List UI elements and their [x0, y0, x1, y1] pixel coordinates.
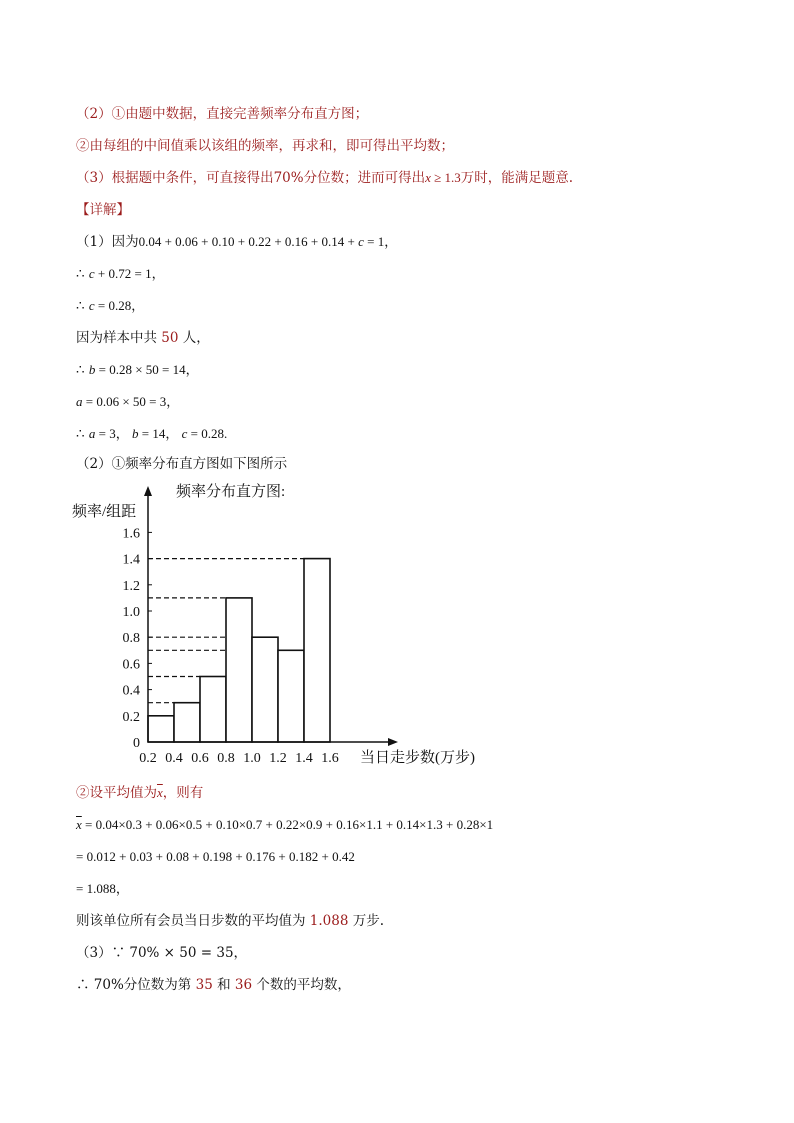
y-tick-label-6: 1.2 [122, 578, 140, 594]
x-axis-label: 当日走步数(万步) [360, 750, 475, 766]
y-axis-arrow [144, 486, 152, 496]
solution-line-7: ∴ a = 3， b = 14， c = 0.28. [76, 426, 228, 442]
solution-line-4: 因为样本中共 50 人， [76, 330, 210, 346]
histogram-bar-1 [174, 703, 200, 742]
histogram-bar-3 [226, 598, 252, 742]
x-axis-arrow [388, 738, 398, 746]
mean-line-1: ②设平均值为$\overline{x}$，则有 [76, 785, 204, 801]
chart-title: 频率分布直方图: [176, 484, 286, 500]
analysis-line-1: （2）①由题中数据，直接完善频率分布直方图； [76, 106, 369, 122]
y-tick-label-2: 0.4 [122, 683, 140, 699]
y-tick-label-8: 1.6 [122, 526, 140, 542]
mean-line-3: = 0.012 + 0.03 + 0.08 + 0.198 + 0.176 + 0.182 + 0.42 [76, 849, 355, 864]
mean-line-5: 则该单位所有会员当日步数的平均值为 1.088 万步. [76, 913, 385, 929]
analysis-line-2: ②由每组的中间值乘以该组的频率，再求和，即可得出平均数； [76, 138, 454, 154]
analysis-line-3: （3）根据题中条件，可直接得出70%分位数；进而可得出x ≥ 1.3万时，能满足题意. [76, 170, 574, 186]
solution-line-6: a = 0.06 × 50 = 3， [76, 394, 180, 409]
solution-line-1: （1）因为0.04 + 0.06 + 0.10 + 0.22 + 0.16 + 0.14 + c = 1， [76, 234, 398, 250]
histogram-bar-0 [148, 716, 174, 742]
solution-line-2: ∴ c + 0.72 = 1， [76, 266, 165, 282]
percentile-line-2: ∴ 70%分位数为第 35 和 36 个数的平均数， [76, 977, 351, 993]
x-tick-label-6: 1.4 [295, 751, 313, 766]
y-tick-label-1: 0.2 [122, 709, 140, 725]
section-heading-detail: 【详解】 [76, 202, 130, 218]
percentile-line-1: （3）∵ 70% × 50 = 35， [76, 945, 248, 961]
mean-line-2: $\overline{x} = 0.04\times 0.3 + 0.06\times 0.5 + 0.10\times 0.7 + 0.22\times 0.9 + 0.16\times 1.1 + 0.14\times 1.3 + 0.28\times 1$ [76, 817, 494, 832]
x-tick-label-7: 1.6 [321, 751, 339, 766]
y-tick-label-3: 0.6 [122, 657, 140, 673]
solution-line-8: （2）①频率分布直方图如下图所示 [76, 456, 288, 472]
histogram-bar-6 [304, 559, 330, 742]
x-tick-label-1: 0.4 [165, 751, 183, 766]
y-axis-label: 频率/组距 [72, 504, 137, 520]
mean-line-4: = 1.088， [76, 881, 129, 896]
solution-line-3: ∴ c = 0.28， [76, 298, 145, 314]
histogram-bar-5 [278, 650, 304, 742]
histogram-bar-2 [200, 677, 226, 743]
x-tick-label-2: 0.6 [191, 751, 209, 766]
y-tick-label-4: 0.8 [122, 631, 140, 647]
y-tick-label-0: 0 [133, 736, 140, 751]
x-tick-label-0: 0.2 [139, 751, 157, 766]
x-tick-label-5: 1.2 [269, 751, 287, 766]
y-tick-label-5: 1.0 [122, 605, 140, 620]
histogram-bar-4 [252, 637, 278, 742]
solution-line-5: ∴ b = 0.28 × 50 = 14， [76, 362, 199, 378]
x-tick-label-3: 0.8 [217, 751, 235, 766]
x-tick-label-4: 1.0 [243, 751, 261, 766]
frequency-histogram [60, 478, 500, 778]
y-tick-label-7: 1.4 [122, 552, 140, 568]
